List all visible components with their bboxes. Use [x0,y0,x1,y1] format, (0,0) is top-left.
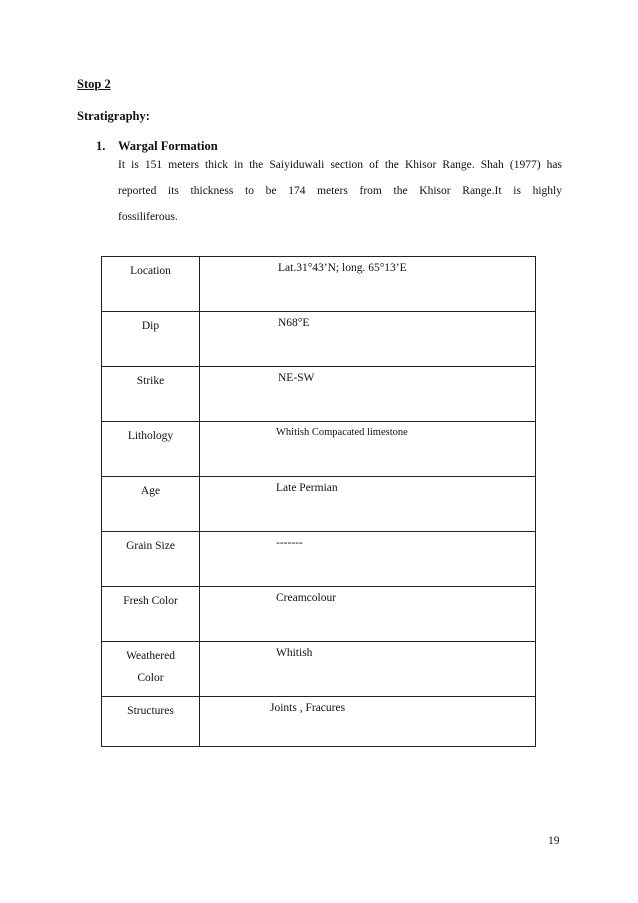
table-row [102,312,536,367]
weathered-color-label-cell [102,642,200,697]
dip-label: Dip [141,320,160,332]
dip-label-cell [102,312,200,367]
structures-value: Joints , Fracures [270,702,346,714]
structures-label: Structures [127,705,174,717]
age-value-cell [200,477,536,532]
location-label-cell [102,257,200,312]
age-label-cell [102,477,200,532]
table-row [102,257,536,312]
description-line: fossiliferous. [118,211,178,223]
weathered-color-value: Whitish [276,647,313,659]
weathered-color-label-line2: Color [137,672,164,684]
table-row [102,642,536,697]
description-line: It is 151 meters thick in the Saiyiduwali section of the Khisor Range. Shah (1977) has [118,159,562,171]
dip-value: N68°E [278,317,310,329]
description-line: reported its thickness to be 174 meters from the Khisor Range.It is highly [118,185,562,197]
formation-title: Wargal Formation [118,139,218,153]
weathered-color-label-line1: Weathered [126,650,175,662]
formation-properties-table [101,256,536,747]
table-row [102,587,536,642]
grain-size-label-cell [102,532,200,587]
weathered-color-value-cell [200,642,536,697]
stop-heading: Stop 2 [77,77,111,91]
dip-value-cell [200,312,536,367]
fresh-color-label-cell [102,587,200,642]
strike-value-cell [200,367,536,422]
age-value: Late Permian [276,482,338,494]
fresh-color-value-cell [200,587,536,642]
fresh-color-label: Fresh Color [123,595,178,607]
location-value: Lat.31°43’N; long. 65°13’E [278,262,407,274]
table-row [102,697,536,747]
fresh-color-value: Creamcolour [276,592,337,604]
table-row [102,532,536,587]
age-label: Age [140,485,161,497]
lithology-value: Whitish Compacated limestone [276,427,408,438]
strike-label: Strike [136,375,165,387]
location-value-cell [200,257,536,312]
lithology-label: Lithology [127,430,174,442]
grain-size-label: Grain Size [126,540,175,552]
formation-description [118,152,562,230]
structures-value-cell [200,697,536,747]
grain-size-value: ------- [276,537,303,549]
strike-value: NE-SW [278,372,315,384]
list-number: 1. [96,139,106,153]
table-row [102,477,536,532]
table-row [102,367,536,422]
grain-size-value-cell [200,532,536,587]
lithology-value-cell [200,422,536,477]
table-row [102,422,536,477]
structures-label-cell [102,697,200,747]
page-number: 19 [548,835,560,847]
lithology-label-cell [102,422,200,477]
strike-label-cell [102,367,200,422]
stratigraphy-heading: Stratigraphy: [77,109,150,123]
location-label: Location [130,265,171,277]
